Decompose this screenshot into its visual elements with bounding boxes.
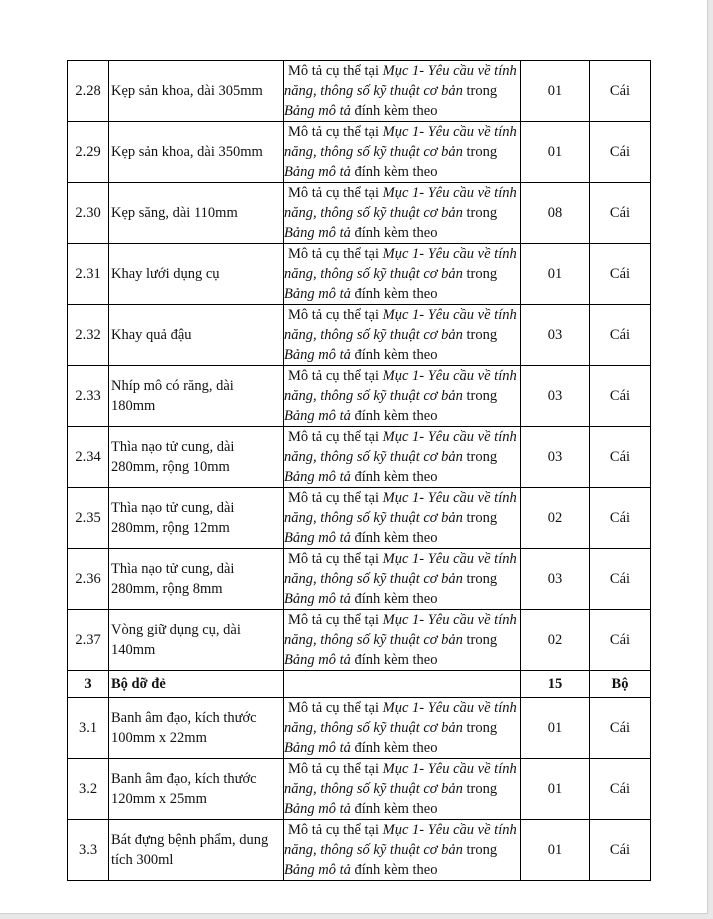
desc-table-ref: Bảng mô tả bbox=[284, 801, 351, 817]
desc-in: trong bbox=[462, 449, 498, 465]
item-description bbox=[284, 698, 521, 759]
item-description bbox=[284, 244, 521, 305]
desc-in: trong bbox=[462, 388, 498, 404]
group-unit: Bộ bbox=[590, 671, 651, 698]
item-name: Vòng giữ dụng cụ, dài 140mm bbox=[109, 610, 284, 671]
item-name: Nhíp mô có răng, dài 180mm bbox=[109, 366, 284, 427]
desc-spec-ref: năng, thông số kỹ thuật cơ bản bbox=[284, 571, 463, 587]
item-unit: Cái bbox=[590, 183, 651, 244]
desc-attached: đính kèm theo bbox=[350, 408, 438, 424]
desc-spec-ref: năng, thông số kỹ thuật cơ bản bbox=[284, 266, 463, 282]
desc-spec-ref: năng, thông số kỹ thuật cơ bản bbox=[284, 781, 463, 797]
item-description bbox=[284, 427, 521, 488]
group-name: Bộ dỡ đẻ bbox=[109, 671, 284, 698]
desc-table-ref: Bảng mô tả bbox=[284, 103, 351, 119]
desc-section-ref: Mục 1- Yêu cầu về tính bbox=[382, 551, 517, 567]
item-unit: Cái bbox=[590, 610, 651, 671]
desc-attached: đính kèm theo bbox=[350, 347, 438, 363]
item-unit: Cái bbox=[590, 305, 651, 366]
item-quantity: 03 bbox=[521, 427, 590, 488]
desc-section-ref: Mục 1- Yêu cầu về tính bbox=[382, 822, 517, 838]
item-description bbox=[284, 610, 521, 671]
item-quantity: 01 bbox=[521, 244, 590, 305]
desc-section-ref: Mục 1- Yêu cầu về tính bbox=[382, 612, 517, 628]
item-quantity: 03 bbox=[521, 549, 590, 610]
desc-prefix: Mô tả cụ thể tại bbox=[288, 368, 383, 384]
item-unit: Cái bbox=[590, 820, 651, 881]
desc-table-ref: Bảng mô tả bbox=[284, 408, 351, 424]
item-description bbox=[284, 305, 521, 366]
desc-in: trong bbox=[462, 144, 498, 160]
table-row bbox=[68, 122, 651, 183]
item-description bbox=[284, 366, 521, 427]
item-number: 2.37 bbox=[68, 610, 109, 671]
desc-table-ref: Bảng mô tả bbox=[284, 469, 351, 485]
desc-table-ref: Bảng mô tả bbox=[284, 347, 351, 363]
desc-in: trong bbox=[462, 571, 498, 587]
item-name: Khay quả đậu bbox=[109, 305, 284, 366]
item-number: 2.36 bbox=[68, 549, 109, 610]
item-number: 2.33 bbox=[68, 366, 109, 427]
item-quantity: 01 bbox=[521, 759, 590, 820]
item-unit: Cái bbox=[590, 698, 651, 759]
item-unit: Cái bbox=[590, 488, 651, 549]
group-description bbox=[284, 671, 521, 698]
desc-section-ref: Mục 1- Yêu cầu về tính bbox=[382, 246, 517, 262]
group-row bbox=[68, 671, 651, 698]
desc-prefix: Mô tả cụ thể tại bbox=[288, 700, 383, 716]
table-row bbox=[68, 427, 651, 488]
item-name: Banh âm đạo, kích thước 120mm x 25mm bbox=[109, 759, 284, 820]
desc-prefix: Mô tả cụ thể tại bbox=[288, 124, 383, 140]
item-description bbox=[284, 820, 521, 881]
desc-spec-ref: năng, thông số kỹ thuật cơ bản bbox=[284, 144, 463, 160]
desc-prefix: Mô tả cụ thể tại bbox=[288, 612, 383, 628]
desc-prefix: Mô tả cụ thể tại bbox=[288, 490, 383, 506]
equipment-spec-table bbox=[67, 60, 651, 881]
desc-table-ref: Bảng mô tả bbox=[284, 286, 351, 302]
item-unit: Cái bbox=[590, 122, 651, 183]
desc-spec-ref: năng, thông số kỹ thuật cơ bản bbox=[284, 83, 463, 99]
item-number: 3.3 bbox=[68, 820, 109, 881]
desc-attached: đính kèm theo bbox=[350, 862, 438, 878]
table-row bbox=[68, 305, 651, 366]
desc-attached: đính kèm theo bbox=[350, 164, 438, 180]
desc-prefix: Mô tả cụ thể tại bbox=[288, 307, 383, 323]
desc-prefix: Mô tả cụ thể tại bbox=[288, 551, 383, 567]
table-row bbox=[68, 61, 651, 122]
desc-prefix: Mô tả cụ thể tại bbox=[288, 63, 383, 79]
desc-attached: đính kèm theo bbox=[350, 103, 438, 119]
item-unit: Cái bbox=[590, 759, 651, 820]
desc-prefix: Mô tả cụ thể tại bbox=[288, 429, 383, 445]
desc-in: trong bbox=[462, 632, 498, 648]
item-quantity: 02 bbox=[521, 488, 590, 549]
item-number: 3.2 bbox=[68, 759, 109, 820]
table-row bbox=[68, 183, 651, 244]
desc-attached: đính kèm theo bbox=[350, 801, 438, 817]
desc-section-ref: Mục 1- Yêu cầu về tính bbox=[382, 63, 517, 79]
item-name: Thìa nạo tử cung, dài 280mm, rộng 8mm bbox=[109, 549, 284, 610]
desc-in: trong bbox=[462, 327, 498, 343]
item-quantity: 03 bbox=[521, 366, 590, 427]
group-quantity: 15 bbox=[521, 671, 590, 698]
item-name: Thìa nạo tử cung, dài 280mm, rộng 10mm bbox=[109, 427, 284, 488]
item-description bbox=[284, 122, 521, 183]
item-name: Khay lưới dụng cụ bbox=[109, 244, 284, 305]
desc-attached: đính kèm theo bbox=[350, 286, 438, 302]
desc-in: trong bbox=[462, 842, 498, 858]
desc-table-ref: Bảng mô tả bbox=[284, 225, 351, 241]
desc-section-ref: Mục 1- Yêu cầu về tính bbox=[382, 307, 517, 323]
item-description bbox=[284, 549, 521, 610]
table-row bbox=[68, 488, 651, 549]
desc-spec-ref: năng, thông số kỹ thuật cơ bản bbox=[284, 510, 463, 526]
item-quantity: 01 bbox=[521, 698, 590, 759]
item-unit: Cái bbox=[590, 244, 651, 305]
desc-spec-ref: năng, thông số kỹ thuật cơ bản bbox=[284, 632, 463, 648]
desc-section-ref: Mục 1- Yêu cầu về tính bbox=[382, 700, 517, 716]
desc-spec-ref: năng, thông số kỹ thuật cơ bản bbox=[284, 205, 463, 221]
desc-attached: đính kèm theo bbox=[350, 652, 438, 668]
item-number: 3.1 bbox=[68, 698, 109, 759]
desc-attached: đính kèm theo bbox=[350, 530, 438, 546]
desc-section-ref: Mục 1- Yêu cầu về tính bbox=[382, 368, 517, 384]
desc-attached: đính kèm theo bbox=[350, 740, 438, 756]
desc-in: trong bbox=[462, 781, 498, 797]
item-number: 2.31 bbox=[68, 244, 109, 305]
item-quantity: 01 bbox=[521, 61, 590, 122]
item-name: Kẹp săng, dài 110mm bbox=[109, 183, 284, 244]
table-row bbox=[68, 549, 651, 610]
item-description bbox=[284, 183, 521, 244]
item-name: Kẹp sản khoa, dài 305mm bbox=[109, 61, 284, 122]
desc-section-ref: Mục 1- Yêu cầu về tính bbox=[382, 429, 517, 445]
item-unit: Cái bbox=[590, 366, 651, 427]
table-row bbox=[68, 820, 651, 881]
item-number: 2.32 bbox=[68, 305, 109, 366]
item-description bbox=[284, 61, 521, 122]
desc-prefix: Mô tả cụ thể tại bbox=[288, 761, 383, 777]
item-number: 2.34 bbox=[68, 427, 109, 488]
table-row bbox=[68, 610, 651, 671]
table-row bbox=[68, 759, 651, 820]
table-row bbox=[68, 698, 651, 759]
desc-table-ref: Bảng mô tả bbox=[284, 740, 351, 756]
table-row bbox=[68, 366, 651, 427]
desc-in: trong bbox=[462, 83, 498, 99]
item-description bbox=[284, 488, 521, 549]
desc-spec-ref: năng, thông số kỹ thuật cơ bản bbox=[284, 388, 463, 404]
item-unit: Cái bbox=[590, 61, 651, 122]
item-name: Thìa nạo tử cung, dài 280mm, rộng 12mm bbox=[109, 488, 284, 549]
desc-prefix: Mô tả cụ thể tại bbox=[288, 822, 383, 838]
item-unit: Cái bbox=[590, 549, 651, 610]
item-quantity: 01 bbox=[521, 122, 590, 183]
desc-section-ref: Mục 1- Yêu cầu về tính bbox=[382, 490, 517, 506]
item-quantity: 08 bbox=[521, 183, 590, 244]
desc-in: trong bbox=[462, 720, 498, 736]
desc-spec-ref: năng, thông số kỹ thuật cơ bản bbox=[284, 449, 463, 465]
group-number: 3 bbox=[68, 671, 109, 698]
desc-section-ref: Mục 1- Yêu cầu về tính bbox=[382, 185, 517, 201]
desc-in: trong bbox=[462, 266, 498, 282]
desc-attached: đính kèm theo bbox=[350, 469, 438, 485]
desc-table-ref: Bảng mô tả bbox=[284, 530, 351, 546]
desc-prefix: Mô tả cụ thể tại bbox=[288, 246, 383, 262]
desc-table-ref: Bảng mô tả bbox=[284, 164, 351, 180]
table-body bbox=[68, 61, 651, 881]
item-unit: Cái bbox=[590, 427, 651, 488]
desc-table-ref: Bảng mô tả bbox=[284, 591, 351, 607]
desc-section-ref: Mục 1- Yêu cầu về tính bbox=[382, 124, 517, 140]
desc-in: trong bbox=[462, 205, 498, 221]
item-number: 2.35 bbox=[68, 488, 109, 549]
item-quantity: 01 bbox=[521, 820, 590, 881]
desc-table-ref: Bảng mô tả bbox=[284, 862, 351, 878]
item-name: Bát đựng bệnh phẩm, dung tích 300ml bbox=[109, 820, 284, 881]
table-row bbox=[68, 244, 651, 305]
item-description bbox=[284, 759, 521, 820]
desc-in: trong bbox=[462, 510, 498, 526]
item-number: 2.28 bbox=[68, 61, 109, 122]
desc-section-ref: Mục 1- Yêu cầu về tính bbox=[382, 761, 517, 777]
desc-table-ref: Bảng mô tả bbox=[284, 652, 351, 668]
desc-attached: đính kèm theo bbox=[350, 225, 438, 241]
item-name: Kẹp sản khoa, dài 350mm bbox=[109, 122, 284, 183]
desc-spec-ref: năng, thông số kỹ thuật cơ bản bbox=[284, 720, 463, 736]
desc-attached: đính kèm theo bbox=[350, 591, 438, 607]
desc-spec-ref: năng, thông số kỹ thuật cơ bản bbox=[284, 327, 463, 343]
item-number: 2.30 bbox=[68, 183, 109, 244]
desc-spec-ref: năng, thông số kỹ thuật cơ bản bbox=[284, 842, 463, 858]
item-number: 2.29 bbox=[68, 122, 109, 183]
item-quantity: 02 bbox=[521, 610, 590, 671]
item-name: Banh âm đạo, kích thước 100mm x 22mm bbox=[109, 698, 284, 759]
desc-prefix: Mô tả cụ thể tại bbox=[288, 185, 383, 201]
item-quantity: 03 bbox=[521, 305, 590, 366]
